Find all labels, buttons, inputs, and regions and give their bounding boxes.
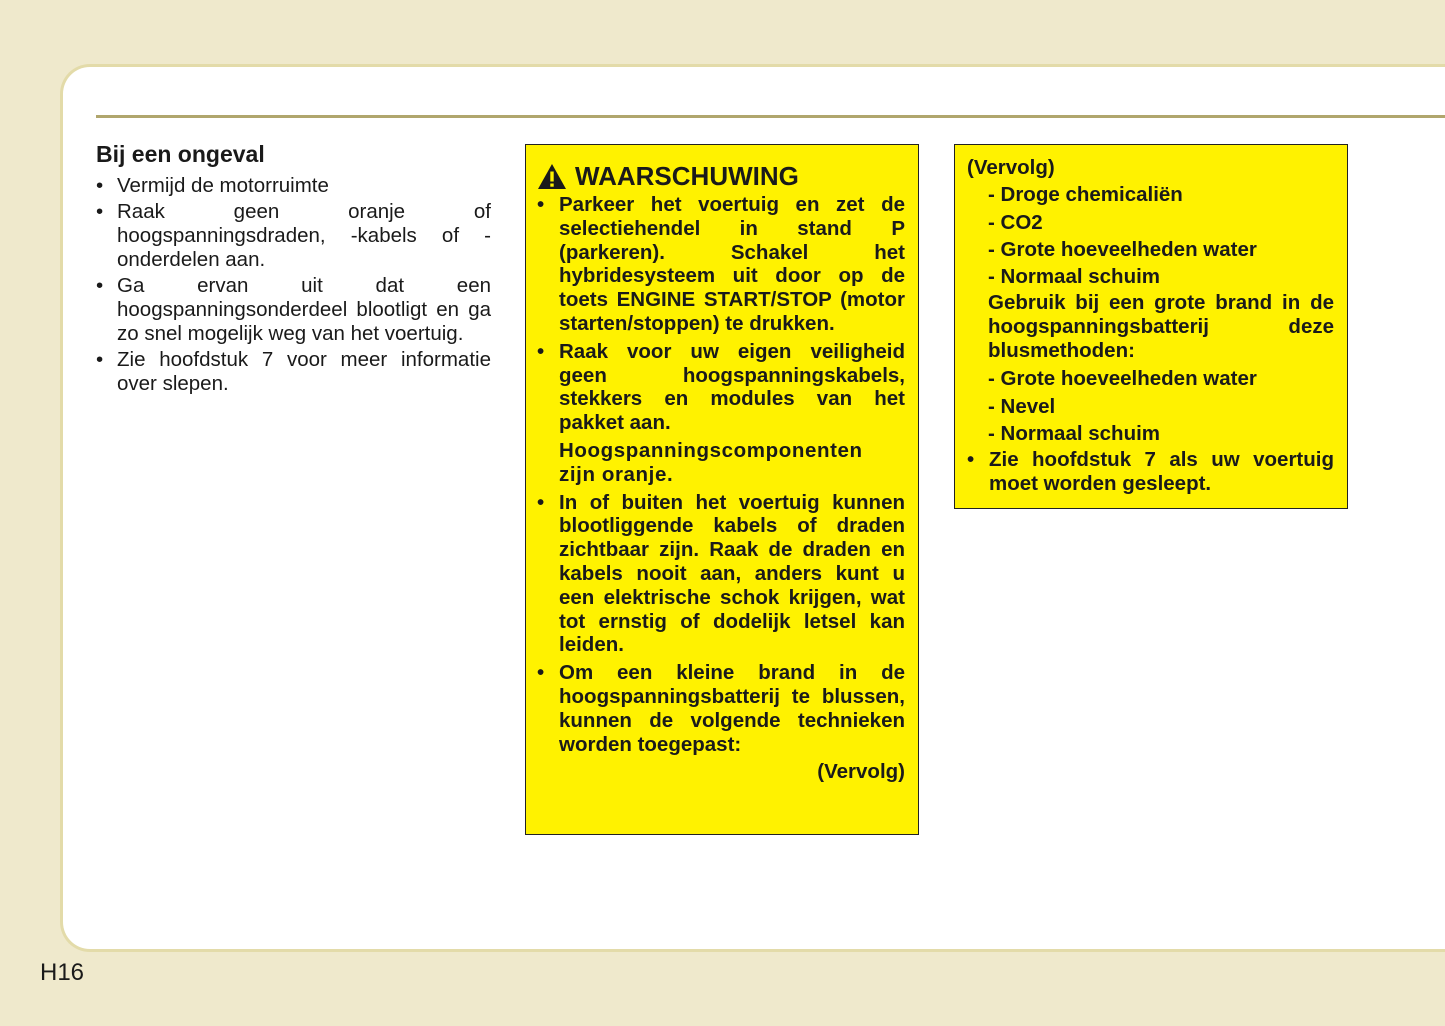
list-item: • Vermijd de motorruimte (96, 174, 329, 197)
warning-box (525, 144, 919, 835)
accident-bullet-list (96, 174, 491, 396)
orange-components-note: Hoogspanningscomponenten zijn oranje. (559, 438, 863, 486)
continuation-box (954, 144, 1348, 509)
page-number: H16 (40, 959, 85, 986)
list-item: • Zie hoofdstuk 7 voor meer informatie over slepen. (96, 348, 491, 395)
list-item: • In of buiten het voertuig kunnen blootliggende kabels of draden zichtbaar zijn. Raak de draden en kabels nooit aan, anders kunt u een elektrische schok krijgen, wat tot ernstig of dodelijk letsel kan leiden. (537, 490, 905, 657)
list-item: - Grote hoeveelheden water (988, 367, 1257, 391)
list-item: - Nevel (988, 394, 1056, 418)
warning-triangle-icon (537, 163, 567, 190)
list-item: • Zie hoofdstuk 7 als uw voertuig moet worden gesleept. (967, 448, 1334, 496)
warning-list (537, 193, 905, 756)
accident-section (96, 140, 491, 398)
warning-title: WAARSCHUWING (537, 159, 905, 193)
list-item: - CO2 (988, 210, 1043, 234)
list-item: - Normaal schuim (988, 422, 1161, 446)
list-item: • Ga ervan uit dat een hoogspanningsonderdeel blootligt en ga zo snel mogelijk weg van het voertuig. (96, 274, 491, 345)
list-item: - Droge chemicaliën (988, 183, 1183, 207)
continuation-heading: (Vervolg) (967, 156, 1055, 179)
list-item: - Grote hoeveelheden water (988, 237, 1257, 261)
list-item: • Parkeer het voertuig en zet de selectiehendel in stand P (parkeren). Schakel het hybridesysteem uit door op de toets ENGINE START/STOP (motor starten/stoppen) te drukken. (537, 193, 905, 335)
section-heading: Bij een ongeval (96, 141, 265, 167)
list-item: • Raak voor uw eigen veiligheid geen hoogspanningskabels, stekkers en modules van het pakket aan. Hoogspanningscomponenten zijn oranje. (537, 339, 905, 486)
list-item: • Om een kleine brand in de hoogspanningsbatterij te blussen, kunnen de volgende technieken worden toegepast: (537, 661, 905, 756)
top-divider (96, 115, 1445, 118)
continued-label: (Vervolg) (817, 760, 905, 784)
large-fire-text: Gebruik bij een grote brand in de hoogspanningsbatterij deze blusmethoden: (988, 291, 1334, 363)
list-item: • Raak geen oranje of hoogspanningsdraden, -kabels of -onderdelen aan. (96, 200, 491, 271)
list-item: - Normaal schuim (988, 265, 1161, 289)
final-bullet-list (967, 448, 1334, 496)
